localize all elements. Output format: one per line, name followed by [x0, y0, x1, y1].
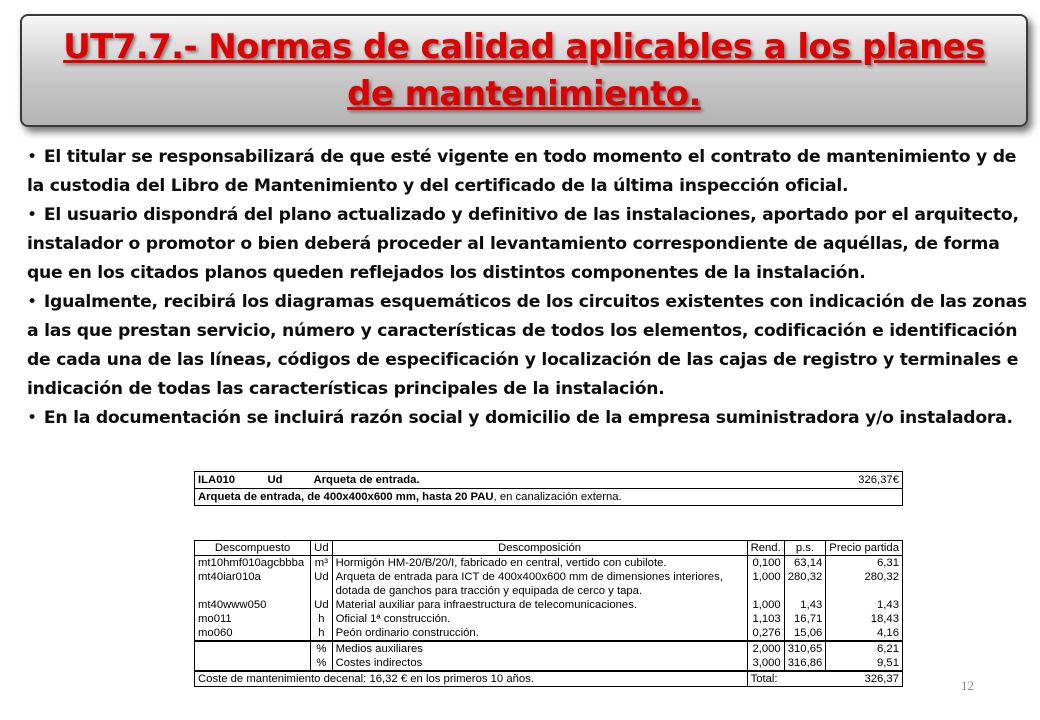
page-title: UT7.7.- Normas de calidad aplicables a los planes de mantenimiento.: [63, 26, 985, 114]
row-ps: 15,06: [784, 626, 826, 641]
percent-unit: %: [311, 641, 332, 656]
item-unit: Ud: [265, 472, 311, 489]
table-row: [195, 612, 903, 626]
breakdown-table: [194, 540, 903, 687]
item-description-rest: , en canalización externa.: [493, 491, 622, 503]
row-code: mo011: [195, 612, 311, 626]
row-ps: 16,71: [784, 612, 826, 626]
row-price: 6,31: [826, 556, 903, 571]
row-price: 1,43: [826, 598, 903, 612]
col-header-code: Descompuesto: [195, 541, 311, 556]
title-banner: [20, 14, 1028, 127]
percent-ps: 310,65: [784, 641, 826, 656]
row-price: 280,32: [826, 570, 903, 598]
percent-price: 6,21: [826, 641, 903, 656]
row-price: 4,16: [826, 626, 903, 641]
item-price: 326,37€: [823, 472, 903, 489]
row-desc: Peón ordinario construcción.: [332, 626, 747, 641]
row-code: mo060: [195, 626, 311, 641]
price-header-row: [195, 472, 903, 489]
col-header-desc: Descomposición: [332, 541, 747, 556]
row-code: mt40iar010a: [195, 570, 311, 598]
page-number: 12: [961, 678, 974, 693]
percent-desc: Costes indirectos: [332, 656, 747, 671]
percent-rend: 2,000: [747, 641, 784, 656]
row-unit: Ud: [311, 598, 332, 612]
row-ps: 63,14: [784, 556, 826, 571]
col-header-unit: Ud: [311, 541, 332, 556]
maintenance-cost-note: Coste de mantenimiento decenal: 16,32 € en los primeros 10 años.: [195, 671, 748, 687]
item-description: [195, 489, 903, 506]
row-rend: 1,103: [747, 612, 784, 626]
row-rend: 1,000: [747, 570, 784, 598]
row-ps: 1,43: [784, 598, 826, 612]
row-unit: h: [311, 626, 332, 641]
table-row: [195, 626, 903, 641]
bullet-list: [27, 143, 1027, 433]
price-header-table: [194, 471, 903, 506]
table-row: [195, 556, 903, 571]
total-value: 326,37: [826, 671, 903, 687]
row-code: mt40www050: [195, 598, 311, 612]
percent-blank-cell: [195, 641, 311, 671]
bullet-item: • En la documentación se incluirá razón social y domicilio de la empresa suministradora y/o instaladora.: [27, 404, 1027, 433]
row-rend: 0,100: [747, 556, 784, 571]
breakdown-header-row: [195, 541, 903, 556]
col-header-ps: p.s.: [784, 541, 826, 556]
row-price: 18,43: [826, 612, 903, 626]
table-row: [195, 570, 903, 598]
row-ps: 280,32: [784, 570, 826, 598]
row-rend: 0,276: [747, 626, 784, 641]
item-code: ILA010: [195, 472, 265, 489]
row-desc: Arqueta de entrada para ICT de 400x400x600 mm de dimensiones interiores, dotada de ganchos para tracción y equipada de cerco y tapa.: [332, 570, 747, 598]
col-header-price: Precio partida: [826, 541, 903, 556]
percent-desc: Medios auxiliares: [332, 641, 747, 656]
bullet-item: • El usuario dispondrá del plano actualizado y definitivo de las instalaciones, aportado por el arquitecto, instalador o promotor o bien deberá proceder al levantamiento correspondiente de aquéllas, de forma que en los citados planos queden reflejados los distintos componentes de la instalación.: [27, 201, 1027, 288]
percent-rend: 3,000: [747, 656, 784, 671]
row-unit: m³: [311, 556, 332, 571]
item-name: Arqueta de entrada.: [311, 472, 823, 489]
percent-row: [195, 641, 903, 656]
row-unit: Ud: [311, 570, 332, 598]
col-header-rend: Rend.: [747, 541, 784, 556]
percent-price: 9,51: [826, 656, 903, 671]
percent-unit: %: [311, 656, 332, 671]
row-desc: Hormigón HM-20/B/20/I, fabricado en central, vertido con cubilote.: [332, 556, 747, 571]
price-description-row: [195, 489, 903, 506]
bullet-item: • Igualmente, recibirá los diagramas esquemáticos de los circuitos existentes con indicación de las zonas a las que prestan servicio, número y características de todos los elementos, codificación e identificación de cada una de las líneas, códigos de especificación y localización de las cajas de registro y terminales e indicación de todas las características principales de la instalación.: [27, 288, 1027, 404]
row-desc: Oficial 1ª construcción.: [332, 612, 747, 626]
row-rend: 1,000: [747, 598, 784, 612]
percent-ps: 316,86: [784, 656, 826, 671]
total-label: Total:: [747, 671, 826, 687]
table-row: [195, 598, 903, 612]
item-description-bold: Arqueta de entrada, de 400x400x600 mm, hasta 20 PAU: [198, 491, 494, 503]
bullet-item: • El titular se responsabilizará de que esté vigente en todo momento el contrato de mantenimiento y de la custodia del Libro de Mantenimiento y del certificado de la última inspección oficial.: [27, 143, 1027, 201]
total-row: [195, 671, 903, 687]
row-desc: Material auxiliar para infraestructura de telecomunicaciones.: [332, 598, 747, 612]
row-unit: h: [311, 612, 332, 626]
row-code: mt10hmf010agcbbba: [195, 556, 311, 571]
